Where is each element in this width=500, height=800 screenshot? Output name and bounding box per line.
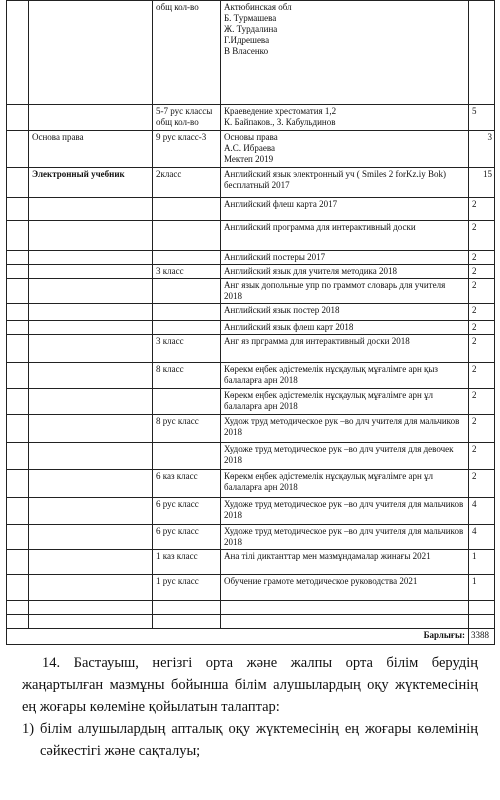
class-cell bbox=[153, 251, 221, 265]
table-row bbox=[7, 470, 495, 498]
class-cell: 6 рус класс bbox=[153, 525, 221, 550]
number-cell bbox=[7, 321, 29, 335]
subject-cell bbox=[29, 304, 153, 321]
class-cell: 3 класс bbox=[153, 335, 221, 363]
number-cell bbox=[7, 304, 29, 321]
count-cell: 2 bbox=[469, 221, 495, 251]
number-cell bbox=[7, 498, 29, 525]
title-cell: Актюбинская обл Б. Турмашева Ж. Турдалина Г.Идрешева В Власенко bbox=[221, 1, 469, 105]
class-cell bbox=[153, 279, 221, 304]
count-cell: 2 bbox=[469, 265, 495, 279]
title-cell: Худож труд методическое рук –во длч учителя для мальчиков 2018 bbox=[221, 415, 469, 443]
class-cell: 6 рус класс bbox=[153, 498, 221, 525]
number-cell bbox=[7, 601, 29, 615]
title-cell: Анг яз прграмма для интерактивный доски 2018 bbox=[221, 335, 469, 363]
subject-cell bbox=[29, 335, 153, 363]
title-cell: Английский флеш карта 2017 bbox=[221, 198, 469, 221]
class-cell bbox=[153, 304, 221, 321]
table-row bbox=[7, 265, 495, 279]
count-cell: 2 bbox=[469, 335, 495, 363]
number-cell bbox=[7, 470, 29, 498]
number-cell bbox=[7, 279, 29, 304]
class-cell bbox=[153, 389, 221, 415]
count-cell: 4 bbox=[469, 525, 495, 550]
number-cell bbox=[7, 265, 29, 279]
title-cell: Краеведение хрестоматия 1,2 К. Байпаков., З. Кабульдинов bbox=[221, 105, 469, 131]
count-cell: 2 bbox=[469, 198, 495, 221]
paragraph-14: 14. Бастауыш, негізгі орта және жалпы орта білім берудің жаңартылған мазмұны бойынша білім алушылардың оқу жүктемесінің ең жоғары көлеміне қойылатын талаптар: bbox=[22, 655, 478, 715]
count-cell: 1 bbox=[469, 550, 495, 575]
count-cell: 2 bbox=[469, 470, 495, 498]
table-row bbox=[7, 168, 495, 198]
table-row bbox=[7, 498, 495, 525]
subject-cell bbox=[29, 279, 153, 304]
number-cell bbox=[7, 550, 29, 575]
table-row bbox=[7, 105, 495, 131]
table-row bbox=[7, 198, 495, 221]
title-cell: Художе труд методическое рук –во длч учителя для мальчиков 2018 bbox=[221, 498, 469, 525]
number-cell bbox=[7, 363, 29, 389]
title-cell: Английский язык постер 2018 bbox=[221, 304, 469, 321]
list-item-1: 1) білім алушылардың апталық оқу жүктемесінің ең жоғары көлемінің сәйкестігі және сақталуы; bbox=[22, 721, 478, 759]
class-cell bbox=[153, 198, 221, 221]
count-cell bbox=[469, 1, 495, 105]
title-cell: Обучение грамоте методическое руководства 2021 bbox=[221, 575, 469, 601]
title-cell bbox=[221, 615, 469, 629]
subject-cell bbox=[29, 615, 153, 629]
table-row bbox=[7, 221, 495, 251]
table-row bbox=[7, 279, 495, 304]
subject-cell bbox=[29, 470, 153, 498]
table-row bbox=[7, 443, 495, 470]
table-row bbox=[7, 615, 495, 629]
table-body bbox=[7, 1, 495, 645]
table-row bbox=[7, 335, 495, 363]
table-row bbox=[7, 525, 495, 550]
class-cell bbox=[153, 221, 221, 251]
count-cell: 2 bbox=[469, 389, 495, 415]
subject-cell bbox=[29, 265, 153, 279]
title-cell: Художе труд методическое рук –во длч учителя для девочек 2018 bbox=[221, 443, 469, 470]
count-cell: 2 bbox=[469, 363, 495, 389]
subject-cell bbox=[29, 443, 153, 470]
textbook-table bbox=[6, 0, 495, 645]
subject-cell bbox=[29, 498, 153, 525]
count-cell: 4 bbox=[469, 498, 495, 525]
number-cell bbox=[7, 221, 29, 251]
table-row bbox=[7, 601, 495, 615]
class-cell: 1 каз класс bbox=[153, 550, 221, 575]
number-cell bbox=[7, 525, 29, 550]
subject-cell: Основа права bbox=[29, 131, 153, 168]
table-row bbox=[7, 363, 495, 389]
number-cell bbox=[7, 131, 29, 168]
count-cell bbox=[469, 615, 495, 629]
title-cell bbox=[221, 601, 469, 615]
class-cell: 9 рус класс-3 bbox=[153, 131, 221, 168]
number-cell bbox=[7, 198, 29, 221]
count-cell: 15 bbox=[469, 168, 495, 198]
title-cell: Английский язык электронный уч ( Smiles 2 forKz.iy Bok) бесплатный 2017 bbox=[221, 168, 469, 198]
count-cell: 2 bbox=[469, 321, 495, 335]
number-cell bbox=[7, 1, 29, 105]
class-cell bbox=[153, 443, 221, 470]
class-cell: 1 рус класс bbox=[153, 575, 221, 601]
number-cell bbox=[7, 105, 29, 131]
table-row bbox=[7, 1, 495, 105]
table-row bbox=[7, 575, 495, 601]
count-cell: 2 bbox=[469, 251, 495, 265]
subject-cell bbox=[29, 363, 153, 389]
class-cell: 8 класс bbox=[153, 363, 221, 389]
title-cell: Көрекм еңбек әдістемелік нұсқаулық мұғалімге арн ұл балаларға арн 2018 bbox=[221, 389, 469, 415]
subject-cell bbox=[29, 550, 153, 575]
table-row bbox=[7, 131, 495, 168]
subject-cell bbox=[29, 389, 153, 415]
number-cell bbox=[7, 443, 29, 470]
number-cell bbox=[7, 251, 29, 265]
number-cell bbox=[7, 615, 29, 629]
table-row bbox=[7, 389, 495, 415]
total-label: Барлығы: bbox=[7, 629, 469, 645]
title-cell: Английский программа для интерактивный доски bbox=[221, 221, 469, 251]
table-row bbox=[7, 251, 495, 265]
subject-cell bbox=[29, 415, 153, 443]
total-row bbox=[7, 629, 495, 645]
count-cell: 2 bbox=[469, 443, 495, 470]
number-cell bbox=[7, 168, 29, 198]
title-cell: Английский постеры 2017 bbox=[221, 251, 469, 265]
table-row bbox=[7, 550, 495, 575]
table-row bbox=[7, 304, 495, 321]
title-cell: Көрекм еңбек әдістемелік нұсқаулық мұғалімге арн қыз балаларға арн 2018 bbox=[221, 363, 469, 389]
count-cell: 3 bbox=[469, 131, 495, 168]
count-cell: 5 bbox=[469, 105, 495, 131]
subject-cell bbox=[29, 575, 153, 601]
subject-cell bbox=[29, 105, 153, 131]
count-cell: 2 bbox=[469, 415, 495, 443]
class-cell bbox=[153, 601, 221, 615]
title-cell: Көрекм еңбек әдістемелік нұсқаулық мұғалімге арн ұл балаларға арн 2018 bbox=[221, 470, 469, 498]
title-cell: Английский язык для учителя методика 2018 bbox=[221, 265, 469, 279]
title-cell: Ана тілі диктанттар мен мазмұндамалар жинағы 2021 bbox=[221, 550, 469, 575]
subject-cell bbox=[29, 1, 153, 105]
count-cell: 1 bbox=[469, 575, 495, 601]
title-cell: Анг язык допольные упр по граммот словарь для учителя 2018 bbox=[221, 279, 469, 304]
number-cell bbox=[7, 415, 29, 443]
number-cell bbox=[7, 335, 29, 363]
class-cell: 3 класс bbox=[153, 265, 221, 279]
subject-cell bbox=[29, 221, 153, 251]
subject-cell bbox=[29, 601, 153, 615]
subject-cell bbox=[29, 251, 153, 265]
class-cell: 2класс bbox=[153, 168, 221, 198]
count-cell bbox=[469, 601, 495, 615]
class-cell bbox=[153, 321, 221, 335]
table-row bbox=[7, 321, 495, 335]
number-cell bbox=[7, 389, 29, 415]
title-cell: Английский язык флеш карт 2018 bbox=[221, 321, 469, 335]
class-cell bbox=[153, 615, 221, 629]
subject-cell bbox=[29, 198, 153, 221]
subject-cell bbox=[29, 321, 153, 335]
count-cell: 2 bbox=[469, 279, 495, 304]
class-cell: 6 каз класс bbox=[153, 470, 221, 498]
class-cell: общ кол-во bbox=[153, 1, 221, 105]
subject-cell bbox=[29, 525, 153, 550]
class-cell: 8 рус класс bbox=[153, 415, 221, 443]
title-cell: Основы права А.С. Ибраева Мектеп 2019 bbox=[221, 131, 469, 168]
total-value: 3388 bbox=[469, 629, 495, 645]
table-row bbox=[7, 415, 495, 443]
subject-cell: Электронный учебник bbox=[29, 168, 153, 198]
count-cell: 2 bbox=[469, 304, 495, 321]
number-cell bbox=[7, 575, 29, 601]
class-cell: 5-7 рус классы общ кол-во bbox=[153, 105, 221, 131]
title-cell: Художе труд методическое рук –во длч учителя для мальчиков 2018 bbox=[221, 525, 469, 550]
